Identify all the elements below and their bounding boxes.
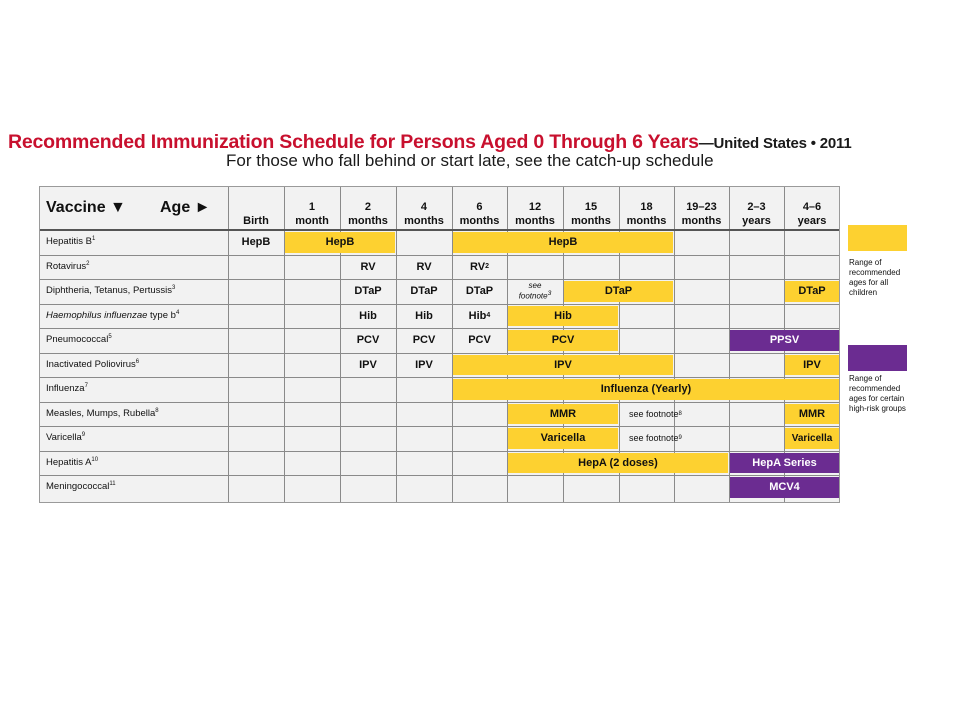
footnote-marker: 9 [81, 432, 86, 438]
age-header-number: 4 [420, 201, 428, 213]
dtap-4-6-year-bar: DTaP [785, 281, 839, 302]
row-label: Rotavirus$^2$ [46, 260, 90, 272]
pcv-2-month-cell: PCV [356, 334, 380, 347]
age-header-text [515, 200, 555, 228]
varicella-see-footnote: see footnote 9 [629, 433, 682, 444]
dtap-footnote-text: footnote$^3$ [518, 290, 552, 301]
footnote-marker: 10 [91, 456, 99, 463]
legend-yellow-line: Range of [849, 258, 882, 267]
row-label: Influenza$^7$ [46, 383, 88, 395]
age-header [563, 189, 619, 229]
title-main: Recommended Immunization Schedule for Persons Aged 0 Through 6 Years [8, 131, 699, 153]
age-header-number: 4–6 [802, 201, 822, 213]
footnote-marker: 6 [135, 358, 140, 365]
hib-12-15-month-bar: Hib [508, 306, 618, 327]
ipv-4-6-year-bar: IPV [785, 355, 839, 376]
hib-4-month-cell: Hib [415, 309, 433, 322]
pcv-12-15-month-bar: PCV [508, 330, 618, 351]
ipv-6-18-month-bar: IPV [453, 355, 673, 376]
age-header [784, 189, 840, 229]
age-header [340, 189, 396, 229]
age-header-unit: years [742, 215, 771, 227]
row-label: Inactivated Poliovirus$^6$ [46, 358, 140, 370]
hepa-series-bar: HepA Series [730, 453, 839, 474]
footnote-marker: 11 [109, 481, 116, 487]
row-label: Measles, Mumps, Rubella$^8$ [46, 407, 159, 419]
age-header [507, 189, 563, 229]
age-header-number: 1 [308, 201, 316, 213]
footnote-marker: 3 [547, 290, 552, 297]
legend-purple-line: Range of [849, 374, 882, 383]
row-label: Hepatitis $B^1$ [46, 236, 96, 248]
row-label: Varicella$^9$ [46, 432, 86, 444]
rv-4-month-cell: RV [416, 260, 432, 273]
age-header-text [798, 200, 827, 228]
age-header-text [295, 200, 329, 228]
dtap-6-month-cell: DTaP [465, 285, 494, 298]
row-divider [40, 255, 839, 256]
row-divider [40, 402, 839, 403]
age-header-unit: month [295, 215, 329, 227]
immunization-schedule-table [39, 186, 840, 503]
footnote-marker: 8 [155, 407, 159, 414]
page-subtitle: For those who fall behind or start late, see the catch-up schedule [226, 151, 714, 170]
age-header-text [627, 200, 667, 228]
pcv-6-month-cell: PCV [468, 334, 491, 347]
footnote-marker: 5 [108, 334, 112, 340]
age-header-number: 6 [476, 201, 483, 213]
age-header [619, 189, 674, 229]
legend-yellow-text [849, 258, 929, 298]
age-column-header: Age ► [160, 199, 211, 216]
legend-yellow-line: children [849, 288, 878, 297]
hib-2-month-cell: Hib [359, 309, 377, 322]
footnote-marker: 3 [172, 285, 176, 291]
age-header [284, 189, 340, 229]
legend-purple-swatch [848, 345, 907, 371]
age-header [228, 189, 284, 229]
row-label: Meningococcal$^{11}$ [46, 481, 116, 493]
age-header-number: 12 [528, 201, 542, 213]
age-header-unit: months [681, 215, 722, 227]
age-header-text [243, 214, 269, 228]
age-header-text [571, 200, 611, 228]
age-header [729, 189, 784, 229]
pcv-4-month-cell: PCV [412, 334, 436, 347]
age-header-number: 18 [640, 201, 653, 213]
row-divider [40, 426, 839, 427]
age-header-number: 15 [584, 201, 598, 213]
hib-6-month-cell: Hib 4 [468, 309, 491, 322]
age-header [452, 189, 507, 229]
row-divider [40, 304, 839, 305]
row-label: Pneumococcal$^5$ [46, 334, 112, 346]
legend-yellow-swatch [848, 225, 907, 251]
row-label: Diphtheria, Tetanus, Pertussis$^3$ [46, 285, 176, 297]
age-header-unit: months [626, 215, 667, 227]
footnote-marker: 4 [486, 312, 491, 320]
age-header-unit: years [797, 215, 827, 227]
age-header-unit: Birth [243, 215, 269, 227]
footnote-marker: 2 [86, 260, 90, 267]
footnote-marker: 7 [84, 383, 88, 389]
mmr-see-footnote: see footnote 8 [629, 408, 682, 419]
row-divider [40, 451, 839, 452]
age-header-unit: months [515, 215, 555, 227]
age-header-unit: months [348, 215, 388, 227]
age-header [674, 189, 729, 229]
ipv-4-month-cell: IPV [415, 358, 433, 371]
mcv4-bar: MCV4 [730, 477, 839, 498]
legend-purple-text [849, 374, 929, 414]
dtap-see-footnote [509, 282, 561, 301]
header-divider [40, 229, 839, 231]
age-header-unit: months [571, 215, 611, 227]
footnote-marker: 4 [175, 309, 180, 316]
age-header [396, 189, 452, 229]
varicella-4-6-year-bar: Varicella [785, 428, 839, 449]
mmr-12-15-month-bar: MMR [508, 404, 618, 425]
hepb-6-18-month-bar: HepB [453, 232, 673, 253]
legend-yellow-line: ages for all [849, 278, 889, 287]
varicella-12-15-month-bar: Varicella [508, 428, 618, 449]
dtap-4-month-cell: DTaP [410, 285, 438, 298]
hepa-2-doses-bar: HepA (2 doses) [508, 453, 728, 474]
ppsv-bar: PPSV [730, 330, 839, 351]
age-header-number: 2–3 [747, 201, 766, 213]
legend-yellow-line: recommended [849, 268, 901, 277]
hepb-1-2-month-bar: HepB [285, 232, 395, 253]
rv-2-month-cell: RV [360, 260, 376, 273]
row-divider [40, 377, 839, 378]
row-label-italic: Haemophilus influenzae [46, 309, 148, 321]
legend-purple-line: recommended [849, 384, 901, 393]
age-header-text [404, 200, 444, 228]
title-tail: —United States • 2011 [698, 135, 852, 152]
footnote-marker: 9 [678, 435, 682, 442]
hepb-birth-cell: HepB [241, 236, 271, 249]
age-header-text [348, 200, 388, 228]
footnote-marker: 8 [678, 410, 682, 417]
legend-purple-line: ages for certain [849, 394, 905, 403]
legend-purple-line: high-risk groups [849, 404, 906, 413]
rv-6-month-cell: RV 2 [470, 260, 489, 273]
age-header-number: 2 [364, 201, 372, 213]
age-header-text [460, 200, 500, 228]
age-header-number: 19–23 [686, 201, 717, 213]
age-header-unit: months [459, 215, 500, 227]
vaccine-column-header: Vaccine ▼ [46, 199, 126, 216]
age-header-unit: months [404, 215, 444, 227]
dtap-see-text: see [528, 281, 542, 290]
dtap-15-18-month-bar: DTaP [564, 281, 673, 302]
footnote-marker: 2 [485, 263, 489, 271]
row-divider [40, 279, 839, 280]
row-divider [40, 353, 839, 354]
mmr-4-6-year-bar: MMR [785, 404, 839, 425]
dtap-2-month-cell: DTaP [354, 285, 382, 298]
row-divider [40, 328, 839, 329]
age-header-text [682, 200, 722, 228]
footnote-marker: 1 [91, 236, 96, 242]
influenza-yearly-bar: Influenza (Yearly) [453, 379, 839, 400]
row-label: Hepatitis $A^{10}$ [46, 456, 99, 468]
row-label: Haemophilus influenzae type $b^4$ [46, 309, 180, 321]
ipv-2-month-cell: IPV [359, 358, 377, 371]
age-header-text [742, 200, 771, 228]
row-divider [40, 475, 839, 476]
